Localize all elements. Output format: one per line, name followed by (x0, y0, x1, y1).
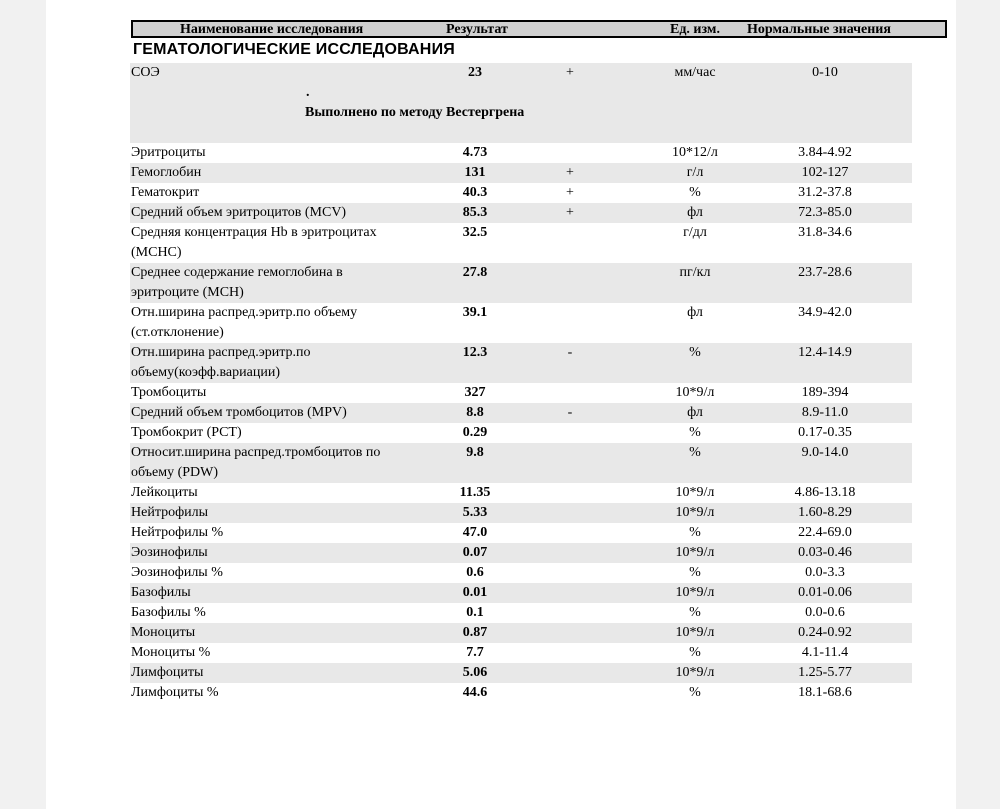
test-norm: 22.4-69.0 (798, 525, 852, 540)
test-result: 9.8 (466, 445, 484, 460)
method-dot: . (306, 85, 310, 100)
test-unit: мм/час (674, 65, 716, 80)
test-unit: г/л (686, 165, 704, 180)
test-result: 8.8 (466, 405, 484, 420)
test-unit: 10*12/л (672, 145, 718, 160)
test-flag: + (566, 185, 574, 200)
test-unit: % (689, 685, 701, 700)
table-row (130, 563, 912, 583)
test-norm: 0.0-0.6 (805, 605, 845, 620)
test-result: 0.87 (462, 625, 488, 640)
test-flag: - (567, 405, 573, 420)
test-norm: 34.9-42.0 (798, 305, 852, 320)
test-result: 0.1 (466, 605, 484, 620)
test-unit: фл (687, 405, 703, 420)
test-name: Эозинофилы (131, 545, 208, 560)
test-name: Нейтрофилы (131, 505, 209, 520)
method-note: Выполнено по методу Вестергрена (305, 105, 525, 120)
test-name: Среднее содержание гемоглобина в эритроците (MCH) (131, 265, 343, 300)
table-row (130, 483, 912, 503)
test-unit: пг/кл (679, 265, 711, 280)
test-unit: % (689, 185, 701, 200)
test-unit: 10*9/л (675, 385, 715, 400)
test-result: 23 (468, 65, 482, 80)
test-norm: 23.7-28.6 (798, 265, 852, 280)
test-flag: + (566, 65, 574, 80)
table-row (130, 223, 912, 263)
test-name: Средний объем эритроцитов (MCV) (131, 205, 347, 220)
test-unit: г/дл (683, 225, 707, 240)
test-norm: 9.0-14.0 (801, 445, 849, 460)
test-result: 0.07 (462, 545, 488, 560)
test-result: 131 (464, 165, 486, 180)
table-row (130, 443, 912, 483)
test-name: Тромбокрит (PCT) (131, 425, 242, 440)
test-unit: 10*9/л (675, 545, 715, 560)
test-result: 44.6 (462, 685, 488, 700)
test-norm: 31.2-37.8 (798, 185, 852, 200)
test-unit: 10*9/л (675, 505, 715, 520)
table-row (130, 163, 912, 183)
test-name: Нейтрофилы % (131, 525, 224, 540)
test-result: 5.06 (462, 665, 488, 680)
table-row (130, 543, 912, 563)
table-row (130, 203, 912, 223)
test-norm: 0.17-0.35 (798, 425, 852, 440)
table-row (130, 303, 912, 343)
test-name: Базофилы (131, 585, 191, 600)
table-row (130, 143, 912, 163)
test-result: 4.73 (462, 145, 488, 160)
test-norm: 8.9-11.0 (801, 405, 849, 420)
test-norm: 0.01-0.06 (798, 585, 852, 600)
test-result: 327 (464, 385, 486, 400)
table-row (130, 263, 912, 303)
test-result: 5.33 (462, 505, 488, 520)
test-name: Эозинофилы % (131, 565, 223, 580)
test-unit: % (689, 425, 701, 440)
test-name: Моноциты % (131, 645, 211, 660)
test-unit: % (689, 345, 701, 360)
table-row (130, 383, 912, 403)
test-flag: - (567, 345, 573, 360)
test-result: 85.3 (462, 205, 488, 220)
test-name: Гематокрит (131, 185, 200, 200)
table-header (131, 20, 947, 38)
test-name: СОЭ (131, 65, 160, 80)
test-result: 12.3 (462, 345, 488, 360)
table-row (130, 643, 912, 663)
test-name: Отн.ширина распред.эритр.по объему(коэфф.вариации) (131, 345, 311, 380)
test-norm: 12.4-14.9 (798, 345, 852, 360)
test-norm: 18.1-68.6 (798, 685, 852, 700)
table-row (130, 183, 912, 203)
test-name: Эритроциты (131, 145, 206, 160)
table-row (130, 523, 912, 543)
test-name: Лимфоциты (131, 665, 204, 680)
test-name: Гемоглобин (131, 165, 202, 180)
test-norm: 4.1-11.4 (801, 645, 849, 660)
table-row (130, 623, 912, 643)
header-norm: Нормальные значения (747, 22, 891, 37)
results-table (130, 63, 912, 703)
test-unit: 10*9/л (675, 625, 715, 640)
test-norm: 0.24-0.92 (798, 625, 852, 640)
test-norm: 72.3-85.0 (798, 205, 852, 220)
test-flag: + (566, 205, 574, 220)
test-norm: 0.0-3.3 (805, 565, 845, 580)
test-unit: % (689, 445, 701, 460)
test-name: Лимфоциты % (131, 685, 219, 700)
test-name: Моноциты (131, 625, 196, 640)
header-result: Результат (446, 22, 508, 37)
test-name: Отн.ширина распред.эритр.по объему (ст.отклонение) (131, 305, 358, 340)
test-result: 32.5 (462, 225, 488, 240)
table-row (130, 503, 912, 523)
test-norm: 0-10 (812, 65, 838, 80)
test-result: 0.29 (462, 425, 488, 440)
test-norm: 3.84-4.92 (798, 145, 852, 160)
test-unit: 10*9/л (675, 485, 715, 500)
test-result: 47.0 (462, 525, 488, 540)
test-norm: 0.03-0.46 (798, 545, 852, 560)
test-name: Средний объем тромбоцитов (MPV) (131, 405, 347, 420)
table-row (130, 683, 912, 703)
test-norm: 102-127 (801, 165, 849, 180)
test-unit: 10*9/л (675, 585, 715, 600)
test-norm: 189-394 (801, 385, 849, 400)
test-unit: фл (687, 205, 703, 220)
test-unit: % (689, 645, 701, 660)
table-row (130, 403, 912, 423)
report-page (46, 0, 956, 809)
table-row (130, 583, 912, 603)
test-norm: 1.25-5.77 (798, 665, 852, 680)
section-title: ГЕМАТОЛОГИЧЕСКИЕ ИССЛЕДОВАНИЯ (133, 41, 455, 58)
test-result: 0.01 (462, 585, 488, 600)
header-name: Наименование исследования (180, 22, 364, 37)
table-row (130, 423, 912, 443)
test-name: Относит.ширина распред.тромбоцитов по объему (PDW) (131, 445, 381, 480)
test-unit: 10*9/л (675, 665, 715, 680)
table-row (130, 603, 912, 623)
test-unit: фл (687, 305, 703, 320)
table-row-soe (130, 63, 912, 143)
test-result: 0.6 (466, 565, 484, 580)
test-unit: % (689, 525, 701, 540)
test-name: Базофилы % (131, 605, 206, 620)
test-unit: % (689, 565, 701, 580)
test-norm: 31.8-34.6 (798, 225, 852, 240)
test-result: 40.3 (462, 185, 488, 200)
table-row (130, 663, 912, 683)
test-norm: 4.86-13.18 (794, 485, 856, 500)
test-name: Средняя концентрация Hb в эритроцитах (MCHC) (131, 225, 377, 260)
header-unit: Ед. изм. (670, 22, 720, 37)
table-row (130, 343, 912, 383)
test-result: 27.8 (462, 265, 488, 280)
test-name: Лейкоциты (131, 485, 198, 500)
test-name: Тромбоциты (131, 385, 207, 400)
test-unit: % (689, 605, 701, 620)
test-result: 7.7 (466, 645, 484, 660)
test-flag: + (566, 165, 574, 180)
test-result: 39.1 (462, 305, 488, 320)
test-norm: 1.60-8.29 (798, 505, 852, 520)
test-result: 11.35 (459, 485, 491, 500)
